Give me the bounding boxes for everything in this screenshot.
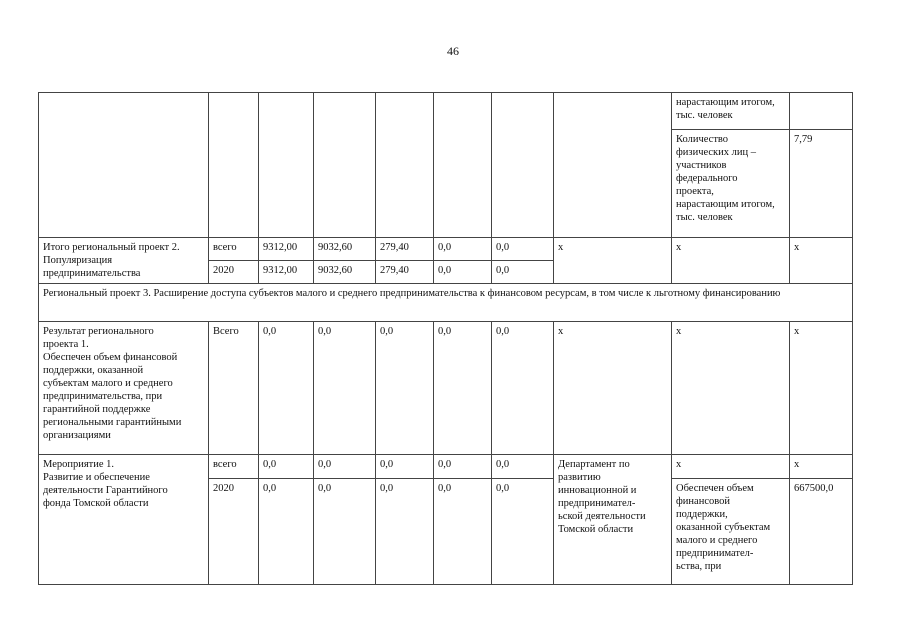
budget-table <box>38 92 853 585</box>
row-label: Результат регионального проекта 1. Обеспечен объем финансовой поддержки, оказанной субъектам малого и среднего предпринимательства, при гарантийной поддержке региональными гарантийными организациями <box>39 322 209 455</box>
table-row: Мероприятие 1. Развитие и обеспечение деятельности Гарантийного фонда Томской области всего 0,0 0,0 0,0 0,0 0,0 Департамент по развитию инновационной и предпринимател- ьской деятельности Томской области х х <box>39 455 853 479</box>
indicator-cell: Обеспечен объем финансовой поддержки, оказанной субъектам малого и среднего предпринимател- ьства, при <box>672 479 790 585</box>
table-row <box>39 93 853 130</box>
section-title: Региональный проект 3. Расширение доступа субъектов малого и среднего предпринимательства к финансовом ресурсам, в том числе к льготному финансированию <box>39 284 853 322</box>
page-number: 46 <box>447 44 459 58</box>
value-cell: 7,79 <box>790 130 853 238</box>
value-cell: 667500,0 <box>790 479 853 585</box>
table-row: Результат регионального проекта 1. Обеспечен объем финансовой поддержки, оказанной субъектам малого и среднего предпринимательства, при гарантийной поддержке региональными гарантийными организациями Всего 0,0 0,0 0,0 0,0 0,0 х х х <box>39 322 853 455</box>
table-row <box>39 284 853 322</box>
row-label: Итого региональный проект 2. Популяризация предпринимательства <box>39 238 209 284</box>
indicator-cell: нарастающим итогом, тыс. человек <box>672 93 790 130</box>
row-label: Мероприятие 1. Развитие и обеспечение деятельности Гарантийного фонда Томской области <box>39 455 209 585</box>
table-row: 2020 9312,00 9032,60 279,40 0,0 0,0 <box>39 261 853 284</box>
table-row: Итого региональный проект 2. Популяризация предпринимательства всего 9312,00 9032,60 279,40 0,0 0,0 х х х <box>39 238 853 261</box>
indicator-cell: Количество физических лиц – участников федерального проекта, нарастающим итогом, тыс. человек <box>672 130 790 238</box>
executor-cell: Департамент по развитию инновационной и предпринимател- ьской деятельности Томской области <box>554 455 672 585</box>
table-row: 2020 0,0 0,0 0,0 0,0 0,0 Обеспечен объем финансовой поддержки, оказанной субъектам малого и среднего предпринимател- ьства, при 667500,0 <box>39 479 853 585</box>
